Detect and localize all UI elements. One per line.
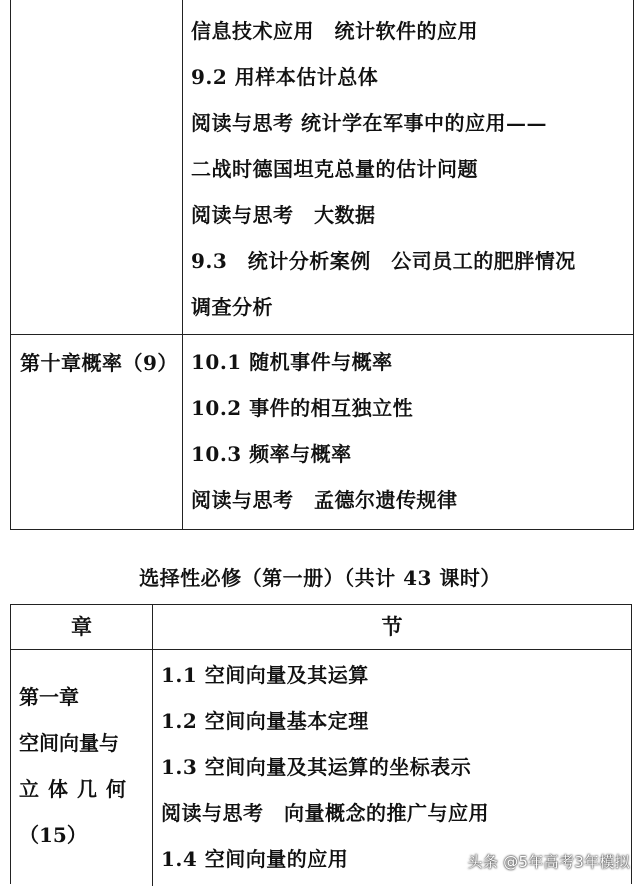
chapter-line: （15） bbox=[19, 823, 87, 847]
section-line: 1.2 空间向量基本定理 bbox=[161, 709, 369, 733]
chapter-line: 空间向量与 bbox=[19, 731, 119, 755]
section-line: 10.1 随机事件与概率 bbox=[191, 350, 393, 374]
chapter-line: 第一章 bbox=[19, 685, 79, 709]
chapter-cell bbox=[11, 650, 153, 886]
section-line: 二战时德国坦克总量的估计问题 bbox=[191, 157, 478, 181]
section-line: 信息技术应用 统计软件的应用 bbox=[191, 19, 478, 43]
chapter-line: 立体几何 bbox=[19, 777, 135, 801]
section-line: 10.3 频率与概率 bbox=[191, 442, 352, 466]
table-caption: 选择性必修（第一册）（共计 43 课时） bbox=[139, 566, 501, 590]
section-line: 调查分析 bbox=[191, 295, 273, 319]
curriculum-table-continued bbox=[10, 0, 634, 530]
watermark: 头条 @5年高考3年模拟 bbox=[467, 853, 630, 871]
table-row bbox=[11, 0, 633, 334]
sections-cell bbox=[183, 335, 633, 529]
chapter-cell: 第十章概率（9） bbox=[11, 335, 183, 529]
section-line: 10.2 事件的相互独立性 bbox=[191, 396, 414, 420]
section-line: 1.4 空间向量的应用 bbox=[161, 847, 349, 871]
section-line: 9.2 用样本估计总体 bbox=[191, 65, 379, 89]
section-line: 阅读与思考 统计学在军事中的应用—— bbox=[191, 111, 547, 135]
table-row bbox=[11, 334, 633, 529]
section-line: 阅读与思考 孟德尔遗传规律 bbox=[191, 488, 458, 512]
section-line: 1.1 空间向量及其运算 bbox=[161, 663, 369, 687]
header-section: 节 bbox=[381, 614, 403, 639]
section-line: 1.3 空间向量及其运算的坐标表示 bbox=[161, 755, 472, 779]
header-chapter: 章 bbox=[11, 605, 153, 649]
table-header-row bbox=[11, 605, 631, 650]
sections-cell bbox=[183, 0, 633, 334]
section-line: 阅读与思考 大数据 bbox=[191, 203, 376, 227]
curriculum-table bbox=[10, 604, 632, 884]
chapter-cell bbox=[11, 0, 183, 334]
section-line: 9.3 统计分析案例 公司员工的肥胖情况 bbox=[191, 249, 576, 273]
section-line: 阅读与思考 向量概念的推广与应用 bbox=[161, 801, 489, 825]
